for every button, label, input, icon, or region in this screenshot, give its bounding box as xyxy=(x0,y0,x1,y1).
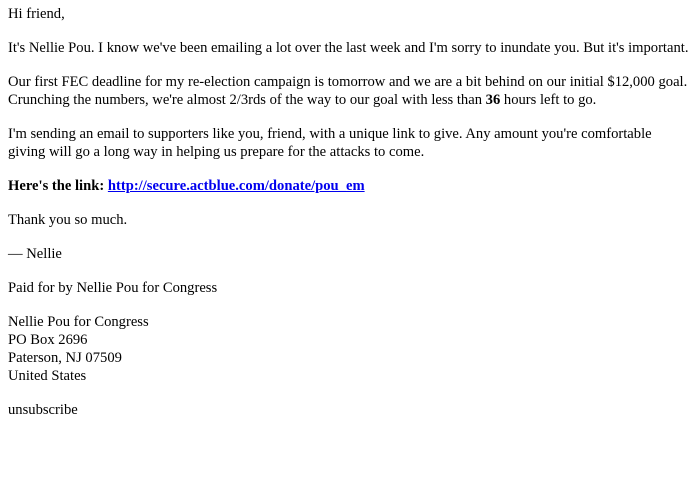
mailing-address xyxy=(8,313,692,385)
hours-remaining: 36 xyxy=(485,92,501,108)
link-label: Here's the link: xyxy=(8,178,105,194)
deadline-text-start: Our first FEC deadline for my re-election campaign is tomorrow and we are a bit behind on our initial $12,000 goal. Crunching the numbers, we're almost 2/3rds of the way to our goal with less than xyxy=(8,74,688,108)
address-line-4: United States xyxy=(8,368,87,384)
address-line-2: PO Box 2696 xyxy=(8,332,88,348)
link-paragraph xyxy=(8,177,692,195)
signature: — Nellie xyxy=(8,246,62,262)
thanks-paragraph: Thank you so much. xyxy=(8,212,128,228)
ask-paragraph: I'm sending an email to supporters like you, friend, with a unique link to give. Any amount you're comfortable giving will go a long way in helping us prepare for the attacks to come. xyxy=(8,126,652,160)
donate-link[interactable]: http://secure.actblue.com/donate/pou_em xyxy=(107,178,365,194)
address-line-1: Nellie Pou for Congress xyxy=(8,314,149,330)
address-line-3: Paterson, NJ 07509 xyxy=(8,350,122,366)
intro-paragraph: It's Nellie Pou. I know we've been emailing a lot over the last week and I'm sorry to inundate you. But it's important. xyxy=(8,40,689,56)
deadline-text-end: hours left to go. xyxy=(500,92,597,108)
deadline-paragraph xyxy=(8,73,692,109)
paid-for-disclaimer: Paid for by Nellie Pou for Congress xyxy=(8,280,218,296)
greeting: Hi friend, xyxy=(8,6,65,22)
unsubscribe-link[interactable]: unsubscribe xyxy=(8,402,78,418)
